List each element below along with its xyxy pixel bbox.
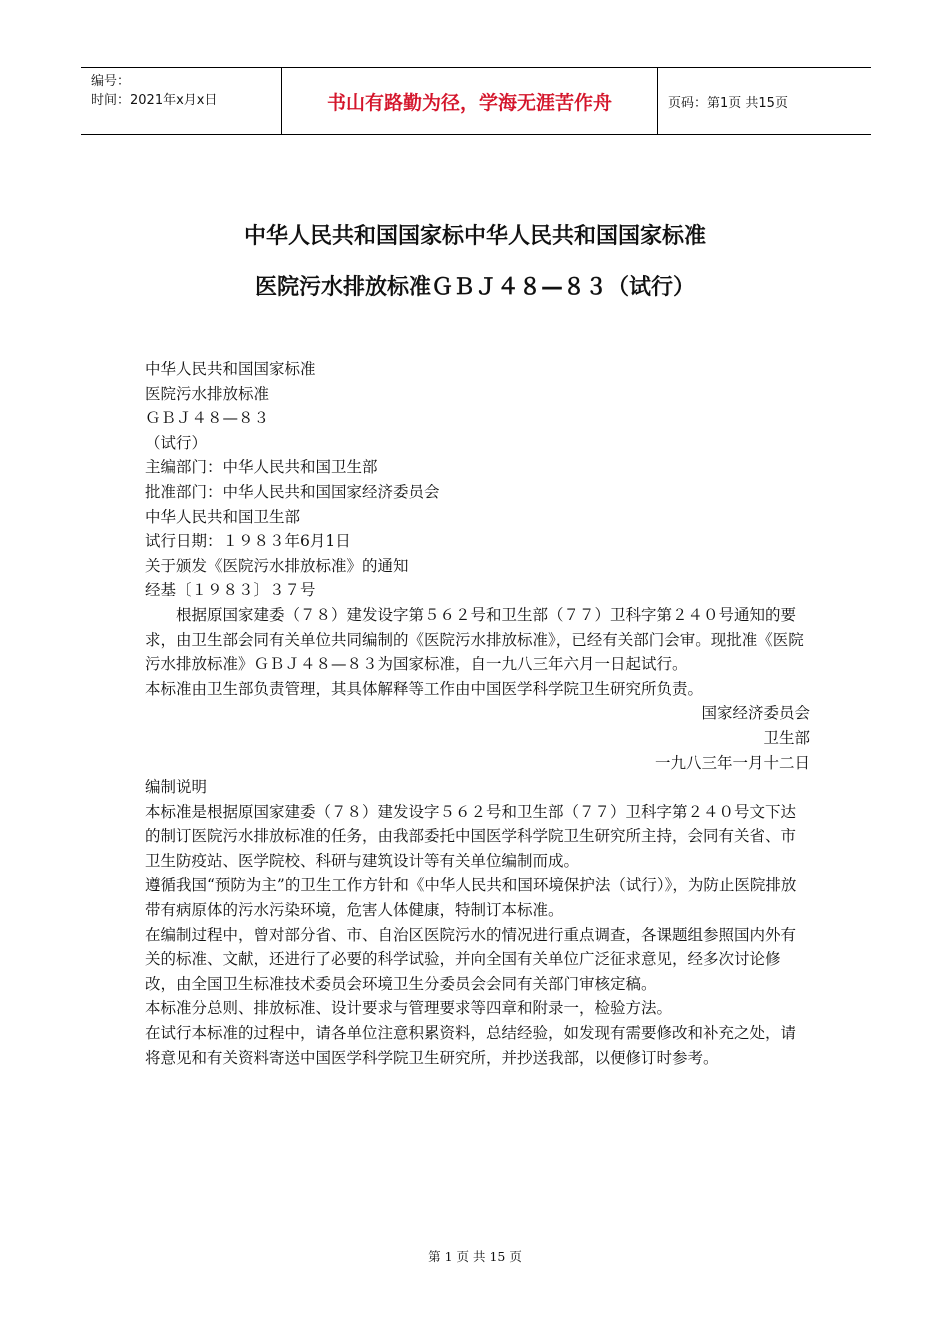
body-line: 中华人民共和国卫生部 — [145, 507, 301, 526]
body-line: ＧＢＪ４８—８３ — [145, 409, 270, 428]
document-subtitle: 医院污水排放标准ＧＢＪ４８—８３（试行） — [254, 275, 695, 300]
management-paragraph: 本标准由卫生部负责管理，其具体解释等工作由中国医学科学院卫生研究所负责。 — [145, 679, 704, 698]
notice-paragraph: 根据原国家建委（７８）建发设字第５６２号和卫生部（７７）卫科字第２４０号通知的要求，由卫生部会同有关单位共同编制的《医院污水排放标准》，已经有关部门会审。现批准《医院污水排放标准》ＧＢＪ４８—８３为国家标准，自一九八三年六月一日起试行。 — [145, 605, 804, 674]
body-line: 医院污水排放标准 — [145, 384, 270, 403]
document-number-label: 编号： — [91, 74, 131, 89]
header-motto: 书山有路勤为径，学海无涯苦作舟 — [282, 68, 658, 134]
body-line: 中华人民共和国国家标准 — [145, 360, 316, 378]
body-line: （试行） — [145, 433, 208, 452]
body-line: 试行日期：１９８３年6月1日 — [145, 532, 351, 551]
section-title: 编制说明 — [145, 778, 208, 797]
body-line: 关于颁发《医院污水排放标准》的通知 — [145, 556, 409, 575]
header-meta-cell — [81, 68, 282, 134]
header-page-info: 页码：第1页 共15页 — [668, 95, 788, 111]
page-footer: 第 1 页 共 15 页 — [428, 1249, 522, 1264]
signature-org-2: 卫生部 — [763, 728, 810, 747]
explanation-paragraph: 在编制过程中，曾对部分省、市、自治区医院污水的情况进行重点调查，各课题组参照国内外有关的标准、文献，还进行了必要的科学试验，并向全国有关单位广泛征求意见，经多次讨论修改，由全国卫生标准技术委员会环境卫生分委员会会同有关部门审核定稿。 — [145, 925, 797, 993]
explanation-paragraph: 在试行本标准的过程中，请各单位注意积累资料，总结经验，如发现有需要修改和补充之处，请将意见和有关资料寄送中国医学科学院卫生研究所，并抄送我部，以便修订时参考。 — [145, 1024, 797, 1067]
explanation-paragraph: 本标准分总则、排放标准、设计要求与管理要求等四章和附录一，检验方法。 — [145, 999, 673, 1018]
document-time-label: 时间：2021年x月x日 — [91, 93, 218, 108]
document-title: 中华人民共和国国家标中华人民共和国国家标准 — [243, 224, 706, 249]
signature-org-1: 国家经济委员会 — [701, 704, 810, 723]
explanation-paragraph: 遵循我国“预防为主”的卫生工作方针和《中华人民共和国环境保护法（试行）》，为防止医院排放带有病原体的污水污染环境，危害人体健康，特制订本标准。 — [145, 876, 797, 920]
body-line: 主编部门：中华人民共和国卫生部 — [145, 458, 378, 477]
signature-date: 一九八三年一月十二日 — [654, 753, 810, 772]
document-body — [145, 357, 810, 1070]
explanation-paragraph: 本标准是根据原国家建委（７８）建发设字５６２号和卫生部（７７）卫科字第２４０号文下达的制订医院污水排放标准的任务，由我部委托中国医学科学院卫生研究所主持，会同有关省、市卫生防疫站、医学院校、科研与建筑设计等有关单位编制而成。 — [145, 802, 797, 870]
body-line: 经基〔１９８３〕３７号 — [145, 581, 316, 600]
header-table — [81, 67, 871, 135]
body-line: 批准部门：中华人民共和国国家经济委员会 — [145, 482, 440, 501]
